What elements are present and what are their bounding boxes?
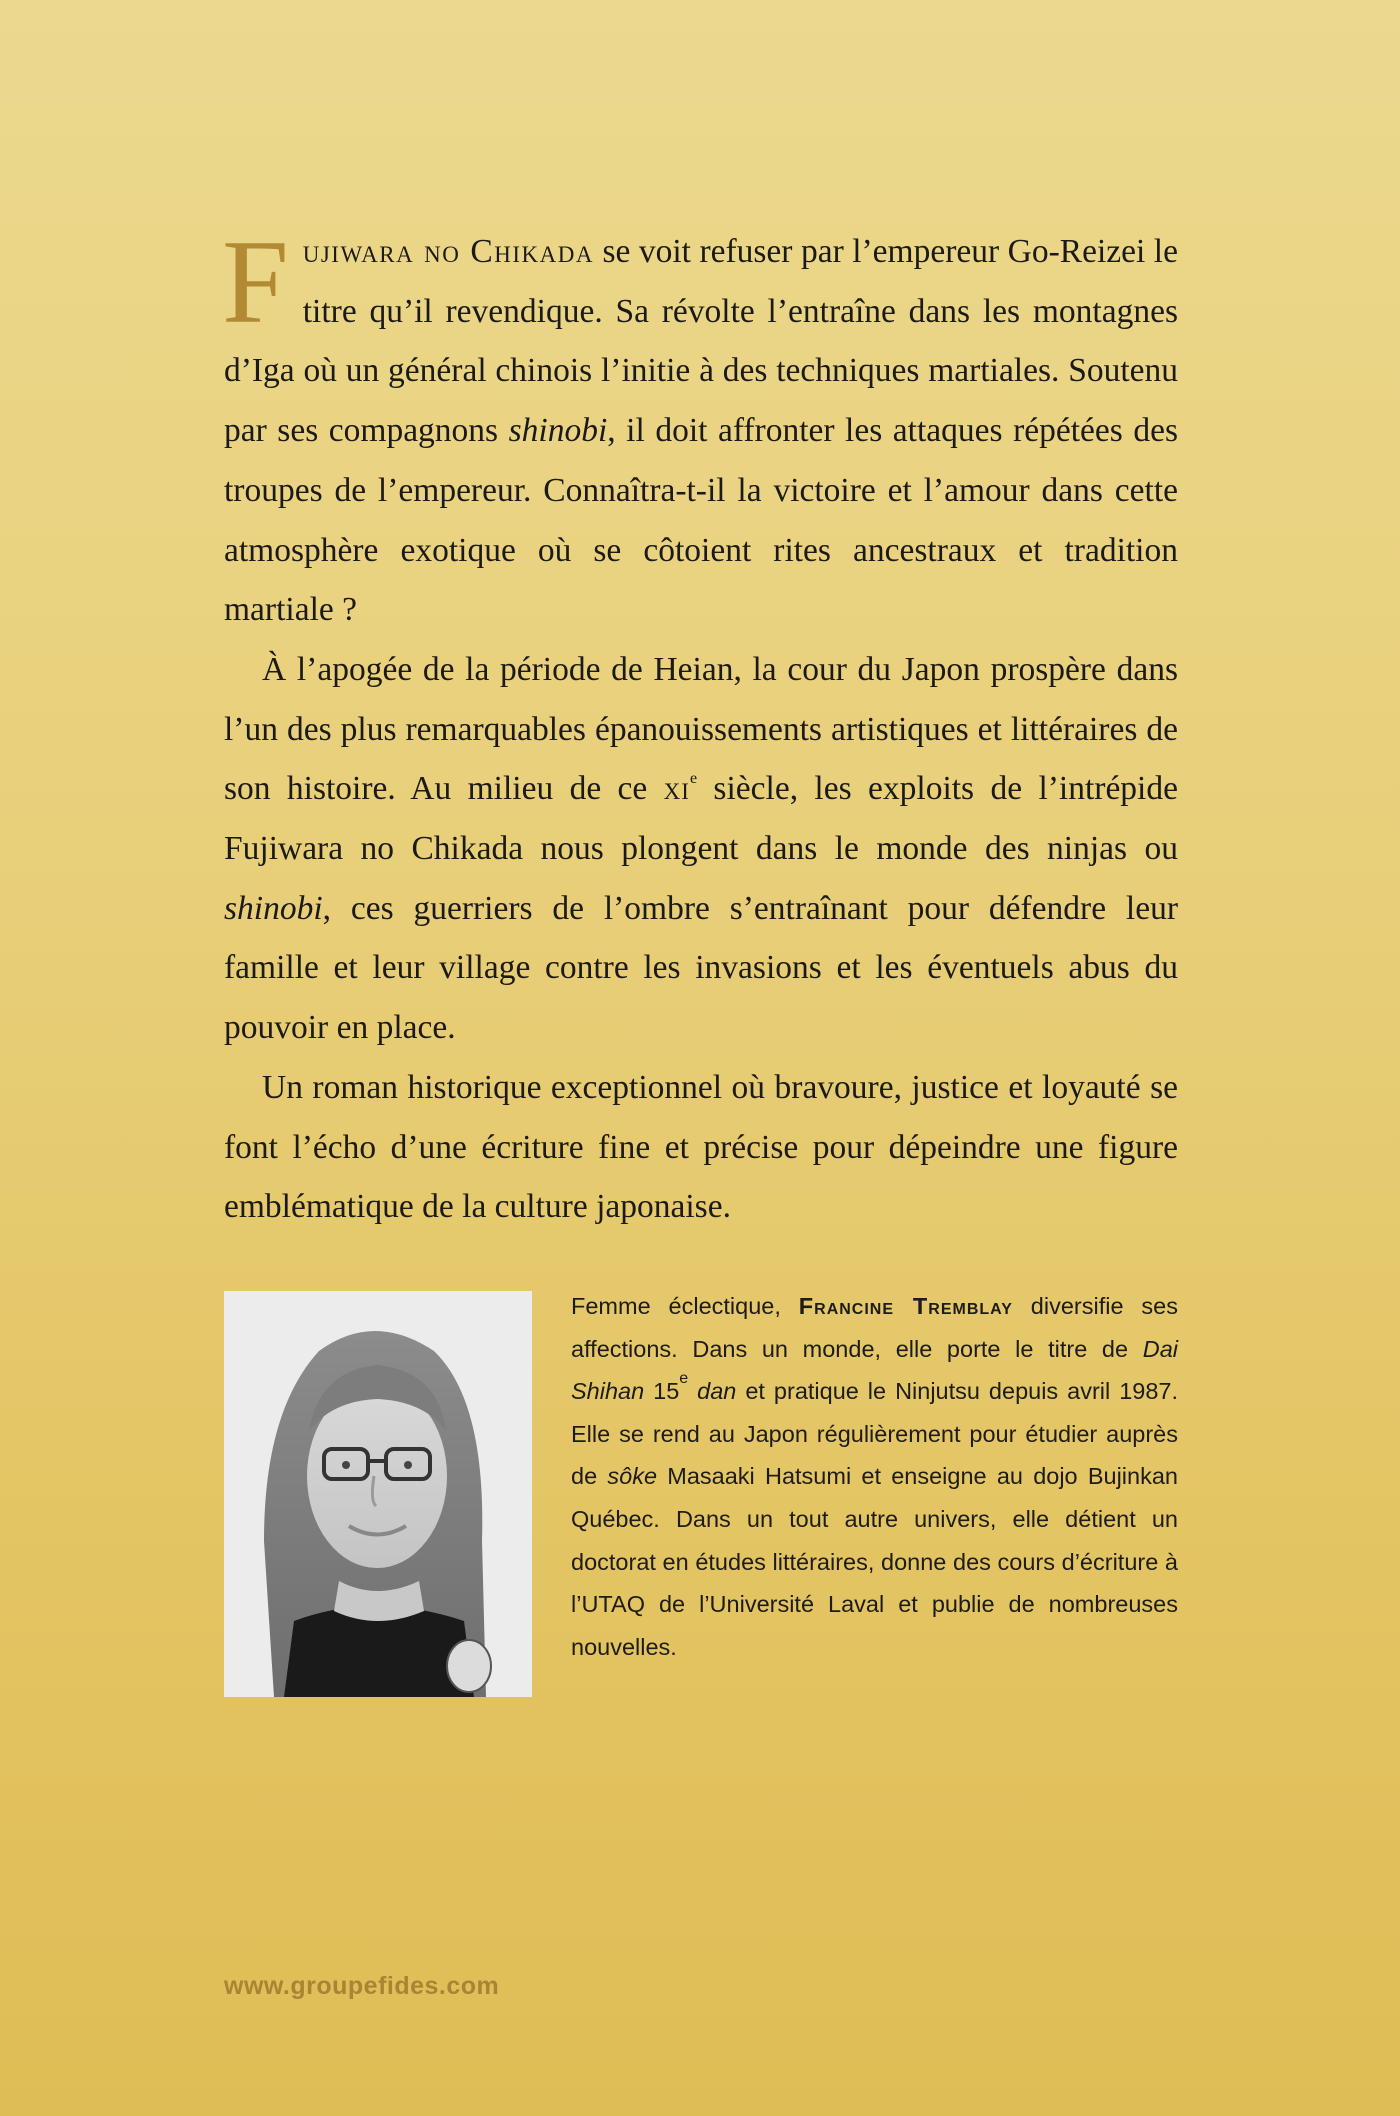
protagonist-name: ujiwara no Chikada <box>302 233 594 270</box>
italic-term: sôke <box>607 1463 658 1490</box>
synopsis-paragraph-2 <box>224 640 1178 1058</box>
synopsis-paragraph-3: Un roman historique exceptionnel où bravoure, justice et loyauté se font l’écho d’une écriture fine et précise pour dépeindre une figure emblématique de la culture japonaise. <box>224 1068 1178 1226</box>
bio-text: et pratique le Ninjutsu depuis avril 1987. Elle se rend au Japon régulièrement pour étudier auprès de <box>571 1378 1179 1490</box>
bio-text <box>688 1378 697 1404</box>
drop-cap: F <box>222 215 289 348</box>
publisher-website: www.groupefides.com <box>224 1972 500 2000</box>
synopsis-text: , il doit affronter les attaques répétées des troupes de l’empereur. Connaîtra-t-il la victoire et l’amour dans cette atmosphère exotique où se côtoient rites ancestraux et tradition martiale ? <box>224 412 1178 629</box>
author-photo <box>224 1291 532 1697</box>
synopsis-text: , ces guerriers de l’ombre s’entraînant pour défendre leur famille et leur village contre les invasions et les éventuels abus du pouvoir en place. <box>224 889 1178 1047</box>
synopsis-text: À l’apogée de la période de Heian, la cour du Japon prospère dans l’un des plus remarquables épanouissements artistiques et littéraires de son histoire. Au milieu de ce <box>224 650 1178 808</box>
italic-term: shinobi <box>224 889 323 927</box>
author-portrait-illustration <box>224 1291 532 1697</box>
author-bio <box>571 1285 1178 1668</box>
rank-superscript: e <box>679 1370 689 1388</box>
italic-term: dan <box>697 1378 737 1405</box>
century-superscript: e <box>689 770 698 788</box>
bio-text: diversifie ses affections. Dans un monde, elle porte le titre de <box>571 1293 1178 1362</box>
synopsis-paragraph-1 <box>222 215 1178 640</box>
synopsis-text: se voit refuser par l’empereur Go-Reizei le titre qu’il revendique. Sa révolte l’entraîne dans les montagnes d’Iga où un général chinois l’initie à des techniques martiales. Soutenu par ses compagnons <box>224 233 1178 450</box>
century-numeral: xi <box>663 770 690 808</box>
synopsis-text: siècle, les exploits de l’intrépide Fujiwara no Chikada nous plongent dans le monde des ninjas ou <box>224 770 1178 868</box>
italic-term: shinobi <box>508 412 608 450</box>
bio-text: Femme éclectique, <box>571 1293 799 1319</box>
author-name: Francine Tremblay <box>798 1293 1013 1319</box>
bio-text: Masaaki Hatsumi et enseigne au dojo Bujinkan Québec. Dans un tout autre univers, elle détient un doctorat en études littéraires, donne des cours d’écriture à l’UTAQ de l’Université Laval et publie de nombreuses nouvelles. <box>571 1463 1178 1660</box>
synopsis <box>222 215 1178 1237</box>
bio-text: 15 <box>644 1378 680 1405</box>
italic-term: Dai Shihan <box>571 1335 1178 1405</box>
bio-paragraph <box>571 1285 1178 1668</box>
